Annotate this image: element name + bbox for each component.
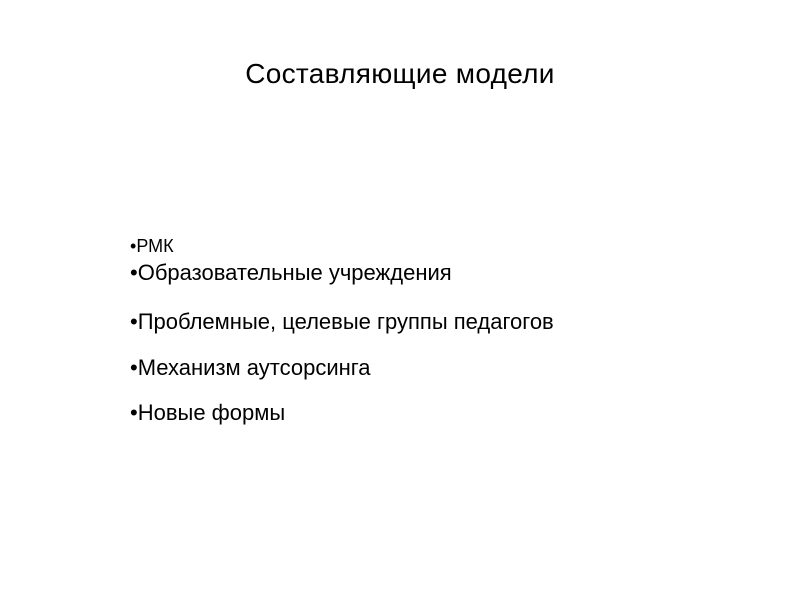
bullet-dot: • (130, 309, 138, 334)
bullet-dot: • (130, 236, 137, 256)
bullet-item-rmk (130, 234, 174, 258)
bullet-dot: • (130, 355, 138, 380)
bullet-text: Проблемные, целевые группы педагогов (137, 309, 554, 334)
bullet-item-outsourcing (130, 354, 371, 382)
bullet-text: Механизм аутсорсинга (137, 355, 371, 380)
bullet-text: Образовательные учреждения (137, 260, 452, 285)
bullet-dot: • (130, 400, 138, 425)
bullet-item-new-forms (130, 399, 285, 427)
bullet-item-teacher-groups (130, 308, 554, 336)
slide-title: Составляющие модели (245, 58, 555, 89)
bullet-item-educational-institutions (130, 259, 452, 287)
bullet-text: РМК (136, 236, 174, 256)
bullet-text: Новые формы (137, 400, 286, 425)
bullet-dot: • (130, 260, 138, 285)
